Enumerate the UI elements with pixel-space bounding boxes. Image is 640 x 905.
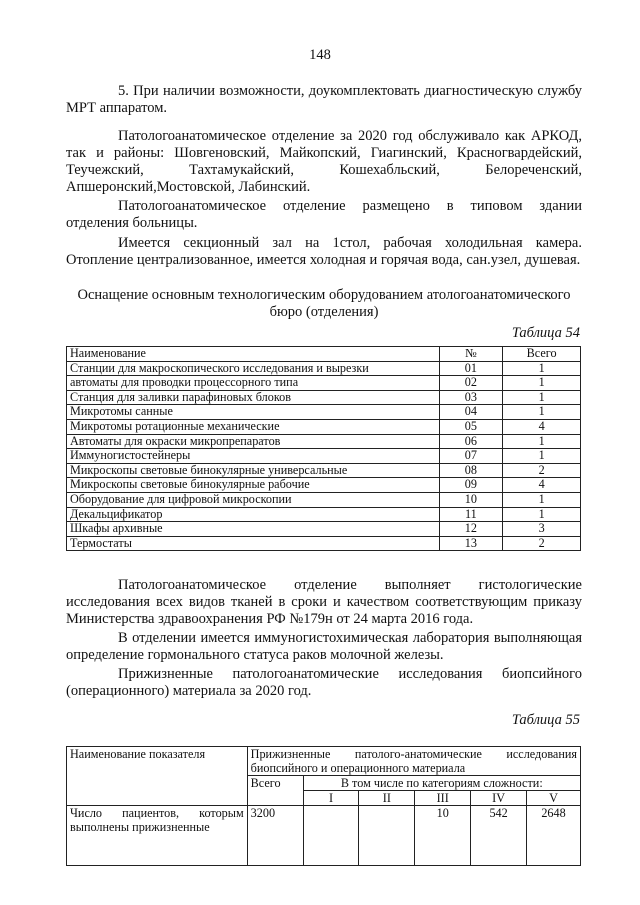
row-value bbox=[303, 806, 359, 866]
table-row bbox=[67, 463, 581, 478]
equipment-name-cell: Декальцификатор bbox=[67, 507, 440, 522]
table-row bbox=[67, 419, 581, 434]
equipment-total-cell: 2 bbox=[503, 463, 581, 478]
table-row bbox=[67, 376, 581, 391]
equipment-name-cell: Иммуногистостейнеры bbox=[67, 449, 440, 464]
equipment-total-cell: 2 bbox=[503, 536, 581, 551]
equipment-name-cell: Автоматы для окраски микропрепаратов bbox=[67, 434, 440, 449]
row-value: 10 bbox=[415, 806, 471, 866]
equipment-total-cell: 1 bbox=[503, 492, 581, 507]
equipment-number-cell: 02 bbox=[439, 376, 503, 391]
equipment-total-cell: 4 bbox=[503, 419, 581, 434]
equipment-total-cell: 4 bbox=[503, 478, 581, 493]
category-header: IV bbox=[471, 791, 527, 806]
equipment-total-cell: 1 bbox=[503, 405, 581, 420]
equipment-number-cell: 11 bbox=[439, 507, 503, 522]
page-number: 148 bbox=[309, 47, 331, 63]
row-value: 2648 bbox=[527, 806, 581, 866]
header-number: № bbox=[439, 347, 503, 362]
equipment-name-cell: Шкафы архивные bbox=[67, 522, 440, 537]
equipment-number-cell: 13 bbox=[439, 536, 503, 551]
paragraph-recommendation: 5. При наличии возможности, доукомплектовать диагностическую службу МРТ аппаратом. bbox=[66, 83, 582, 116]
paragraph-ihc-lab: В отделении имеется иммуногистохимическая лаборатория выполняющая определение гормонального статуса раков молочной железы. bbox=[66, 630, 582, 663]
row-value bbox=[359, 806, 415, 866]
table-row bbox=[67, 492, 581, 507]
section-heading-line2: бюро (отделения) bbox=[269, 304, 379, 320]
table-row bbox=[67, 390, 581, 405]
indicator-header: Наименование показателя bbox=[67, 747, 248, 806]
equipment-number-cell: 04 bbox=[439, 405, 503, 420]
equipment-number-cell: 01 bbox=[439, 361, 503, 376]
equipment-number-cell: 12 bbox=[439, 522, 503, 537]
table-row bbox=[67, 507, 581, 522]
equipment-total-cell: 3 bbox=[503, 522, 581, 537]
equipment-name-cell: Оборудование для цифровой микроскопии bbox=[67, 492, 440, 507]
equipment-number-cell: 03 bbox=[439, 390, 503, 405]
section-heading-line1: Оснащение основным технологическим оборудованием атологоанатомического bbox=[77, 287, 571, 303]
table-header-row bbox=[67, 347, 581, 362]
table-row bbox=[67, 536, 581, 551]
header-name: Наименование bbox=[67, 347, 440, 362]
equipment-number-cell: 08 bbox=[439, 463, 503, 478]
equipment-total-cell: 1 bbox=[503, 390, 581, 405]
equipment-number-cell: 05 bbox=[439, 419, 503, 434]
equipment-number-cell: 06 bbox=[439, 434, 503, 449]
table-row bbox=[67, 478, 581, 493]
equipment-name-cell: автоматы для проводки процессорного типа bbox=[67, 376, 440, 391]
equipment-name-cell: Микротомы санные bbox=[67, 405, 440, 420]
equipment-number-cell: 09 bbox=[439, 478, 503, 493]
table55-caption: Таблица 55 bbox=[511, 712, 580, 728]
table-row bbox=[67, 434, 581, 449]
category-header: III bbox=[415, 791, 471, 806]
row-total: 3200 bbox=[247, 806, 303, 866]
header-total: Всего bbox=[503, 347, 581, 362]
paragraph-service-area: Патологоанатомическое отделение за 2020 год обслуживало как АРКОД, так и районы: Шовгеновский, Майкопский, Гиагинский, Красногвардейский, Теучежский, Тахтамукайский, Кошехабльский, Белореченский, Апшеронский,Мостовской, Лабинский. bbox=[66, 128, 582, 195]
equipment-name-cell: Термостаты bbox=[67, 536, 440, 551]
equipment-table bbox=[66, 346, 581, 551]
equipment-total-cell: 1 bbox=[503, 361, 581, 376]
equipment-name-cell: Микроскопы световые бинокулярные универсальные bbox=[67, 463, 440, 478]
equipment-number-cell: 07 bbox=[439, 449, 503, 464]
table-row bbox=[67, 449, 581, 464]
category-group-header: В том числе по категориям сложности: bbox=[303, 776, 580, 791]
category-header: V bbox=[527, 791, 581, 806]
equipment-total-cell: 1 bbox=[503, 507, 581, 522]
equipment-name-cell: Микроскопы световые бинокулярные рабочие bbox=[67, 478, 440, 493]
biopsy-table bbox=[66, 746, 581, 866]
equipment-name-cell: Станции для макроскопического исследования и вырезки bbox=[67, 361, 440, 376]
table-row bbox=[67, 361, 581, 376]
paragraph-building: Патологоанатомическое отделение размещено в типовом здании отделения больницы. bbox=[66, 198, 582, 231]
equipment-total-cell: 1 bbox=[503, 434, 581, 449]
table54-caption: Таблица 54 bbox=[511, 325, 580, 341]
table-row bbox=[67, 522, 581, 537]
table-row bbox=[67, 405, 581, 420]
paragraph-histology: Патологоанатомическое отделение выполняет гистологические исследования всех видов тканей в сроки и качеством соответствующим приказу Министерства здравоохранения РФ №179н от 24 марта 2016 года. bbox=[66, 577, 582, 627]
group-header: Прижизненные патолого-анатомические исследования биопсийного и операционного материала bbox=[247, 747, 580, 776]
total-header: Всего bbox=[247, 776, 303, 806]
equipment-name-cell: Микротомы ротационные механические bbox=[67, 419, 440, 434]
paragraph-facilities: Имеется секционный зал на 1стол, рабочая холодильная камера. Отопление централизованное, имеется холодная и горячая вода, сан.узел, душевая. bbox=[66, 235, 582, 268]
row-value: 542 bbox=[471, 806, 527, 866]
equipment-total-cell: 1 bbox=[503, 376, 581, 391]
category-header: I bbox=[303, 791, 359, 806]
equipment-name-cell: Станция для заливки парафиновых блоков bbox=[67, 390, 440, 405]
category-header: II bbox=[359, 791, 415, 806]
row-label: Число пациентов, которым выполнены прижизненные bbox=[67, 806, 248, 866]
equipment-total-cell: 1 bbox=[503, 449, 581, 464]
paragraph-biopsy-intro: Прижизненные патологоанатомические исследования биопсийного (операционного) материала за 2020 год. bbox=[66, 666, 582, 699]
equipment-number-cell: 10 bbox=[439, 492, 503, 507]
